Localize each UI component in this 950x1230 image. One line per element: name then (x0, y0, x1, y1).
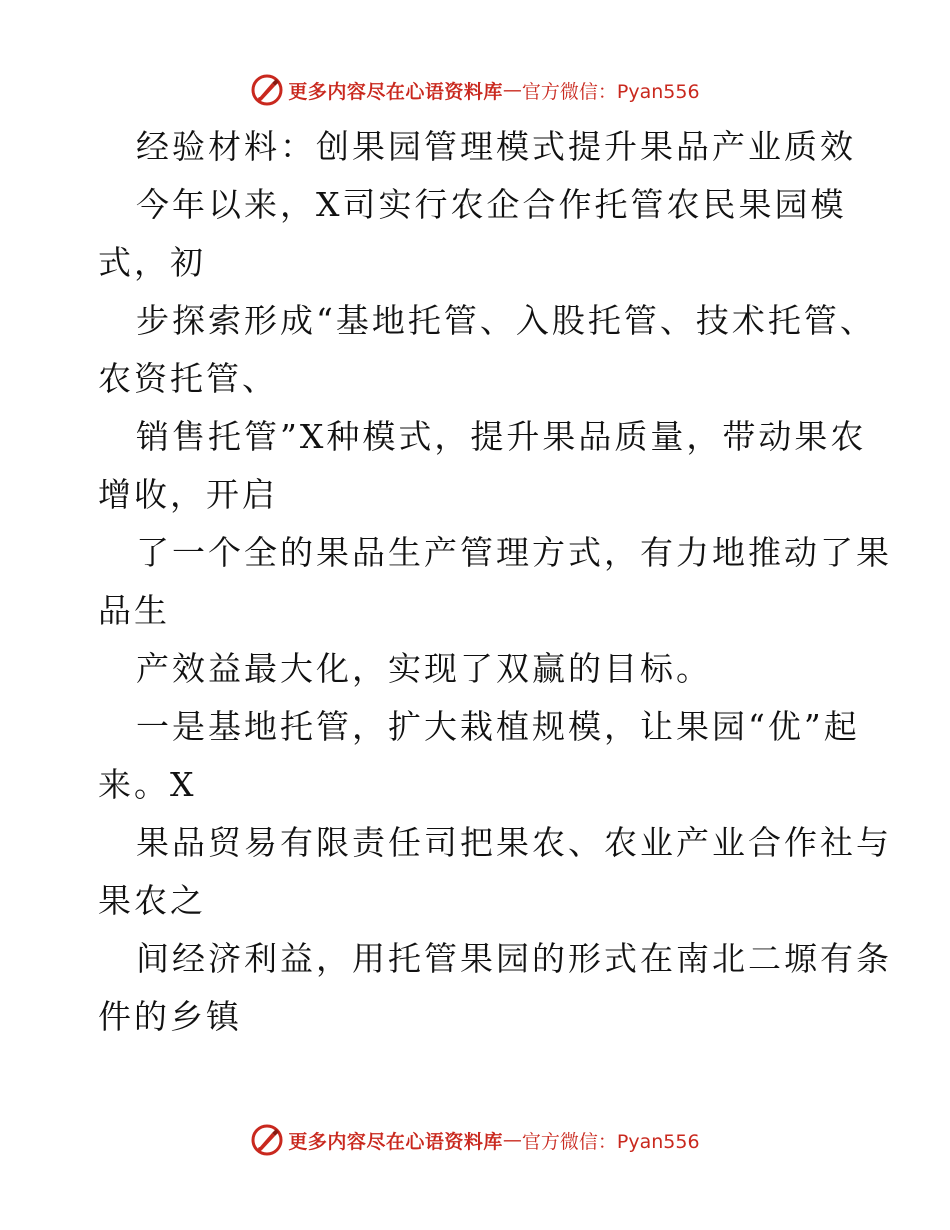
text-line: 品生 (98, 591, 170, 630)
watermark-wechat: 官方微信：Pyan556 (521, 80, 700, 103)
text-line: 了一个全的果品生产管理方式，有力地推动了果 (136, 533, 892, 572)
text-line: 销售托管”X种模式，提升果品质量，带动果农 (136, 417, 867, 456)
header-watermark (0, 70, 950, 110)
text-line: 增收，开启 (98, 475, 278, 514)
watermark-text: 更多内容尽在心语资料库 (288, 1130, 503, 1153)
document-body (98, 118, 892, 1046)
watermark-text: 更多内容尽在心语资料库 (288, 80, 503, 103)
text-line: 今年以来，X司实行农企合作托管农民果园模 (136, 185, 847, 224)
text-line: 果品贸易有限责任司把果农、农业产业合作社与 (136, 823, 892, 862)
watermark-wechat: 官方微信：Pyan556 (521, 1130, 700, 1153)
text-line: 产效益最大化，实现了双赢的目标。 (136, 649, 712, 688)
pen-logo-icon (250, 1123, 284, 1157)
text-line: 一是基地托管，扩大栽植规模，让果园“优”起 (136, 707, 860, 746)
watermark-dash: — (502, 1129, 522, 1151)
document-title: 经验材料：创果园管理模式提升果品产业质效 (136, 127, 856, 166)
text-line: 步探索形成“基地托管、入股托管、技术托管、 (136, 301, 876, 340)
text-line: 来。X (98, 765, 197, 804)
text-line: 果农之 (98, 881, 206, 920)
watermark-dash: — (502, 79, 522, 101)
text-line: 式，初 (98, 243, 206, 282)
text-line: 农资托管、 (98, 359, 278, 398)
footer-watermark (0, 1120, 950, 1160)
text-line: 件的乡镇 (98, 997, 242, 1036)
pen-logo-icon (250, 73, 284, 107)
text-line: 间经济利益，用托管果园的形式在南北二塬有条 (136, 939, 892, 978)
